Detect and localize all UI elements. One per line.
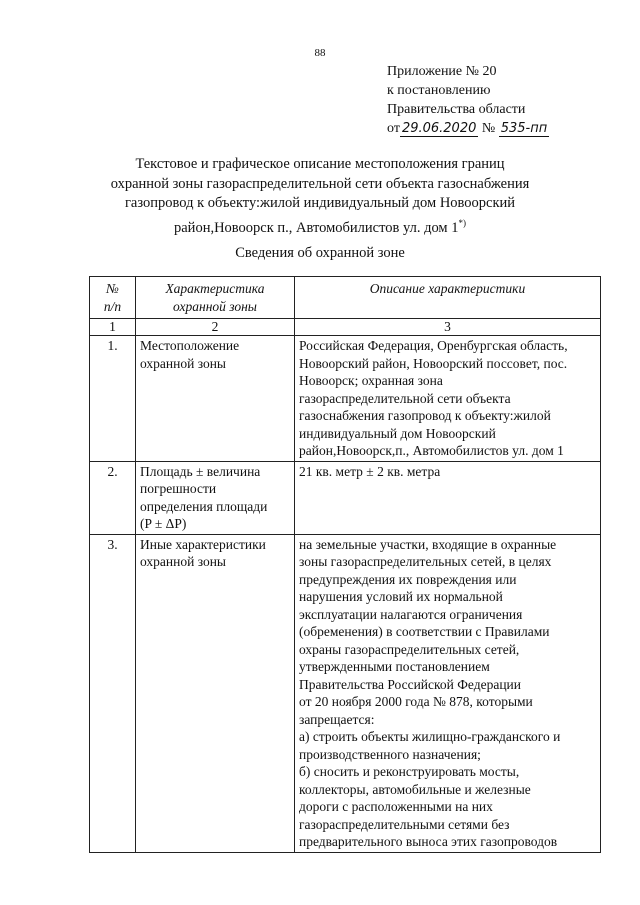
table-row	[90, 534, 601, 852]
header-line: Характеристика	[165, 281, 265, 296]
header-line: п/п	[103, 298, 122, 314]
title-line: охранной зоны газораспределительной сети объекта газоснабжения	[110, 175, 530, 192]
cell-line: погрешности	[140, 481, 217, 496]
protection-zone-table	[89, 276, 601, 853]
column-number: 2	[136, 319, 295, 336]
cell-line: от 20 ноября 2000 года № 878, которыми	[299, 694, 533, 709]
column-number-row	[90, 319, 601, 336]
cell-line: коллекторы, автомобильные и железные	[299, 781, 531, 797]
header-line: №	[106, 281, 119, 296]
table-row	[90, 461, 601, 534]
appendix-line: к постановлению	[387, 83, 491, 98]
cell-line: дороги с расположенными на них	[299, 799, 493, 814]
cell-line: охранной зоны	[140, 554, 227, 569]
row-description	[295, 336, 601, 462]
table-header-row	[90, 277, 601, 319]
appendix-line: Приложение № 20	[387, 64, 497, 79]
cell-line: газоснабжения газопровод к объекту:жилой	[299, 408, 551, 423]
header-characteristic	[136, 277, 295, 319]
title-line: газопровод к объекту:жилой индивидуальный дом Новоорский	[124, 195, 516, 211]
column-number: 3	[295, 319, 601, 336]
cell-line: Российская Федерация, Оренбургская область,	[299, 338, 568, 353]
cell-line: Новоорск; охранная зона	[299, 373, 443, 388]
column-number: 1	[90, 319, 136, 336]
cell-line: охраны газораспределительных сетей,	[299, 641, 520, 657]
row-number: 2.	[90, 461, 136, 534]
row-description	[295, 461, 601, 534]
from-label: от	[387, 121, 400, 136]
cell-line: предварительного выноса этих газопроводов	[299, 834, 558, 849]
appendix-block	[387, 62, 607, 138]
cell-line: определения площади	[140, 498, 268, 514]
footnote-mark: *)	[458, 217, 466, 228]
cell-line: на земельные участки, входящие в охранные	[299, 536, 557, 552]
cell-line: Площадь ± величина	[140, 463, 261, 479]
header-num	[90, 277, 136, 319]
cell-line: газораспределительной сети объекта	[299, 390, 511, 406]
cell-line: нарушения условий их нормальной	[299, 589, 503, 604]
cell-line: зоны газораспределительных сетей, в целях	[299, 554, 552, 569]
cell-line: Иные характеристики	[140, 536, 266, 552]
appendix-line: Правительства области	[387, 102, 526, 117]
cell-line: Местоположение	[140, 338, 240, 353]
cell-line: утвержденными постановлением	[299, 659, 490, 674]
table-row	[90, 336, 601, 462]
cell-line: (P ± ΔP)	[140, 516, 187, 531]
cell-line: эксплуатации налагаются ограничения	[299, 606, 523, 622]
handwritten-number: 535-пп	[500, 121, 548, 136]
row-characteristic	[136, 461, 295, 534]
number-label: №	[481, 121, 496, 136]
header-line: охранной зоны	[173, 298, 257, 314]
header-description: Описание характеристики	[295, 277, 601, 319]
title-line: Текстовое и графическое описание местоположения границ	[135, 156, 505, 172]
cell-line: (обременения) в соответствии с Правилами	[299, 624, 550, 639]
cell-line: район,Новоорск,п., Автомобилистов ул. дом 1	[299, 443, 564, 458]
cell-line: газораспределительными сетями без	[299, 816, 510, 832]
title-line	[100, 214, 540, 238]
row-characteristic	[136, 336, 295, 462]
row-number: 1.	[90, 336, 136, 462]
document-title	[100, 155, 540, 238]
cell-line: предупреждения их повреждения или	[299, 571, 517, 587]
row-characteristic	[136, 534, 295, 852]
appendix-date-number-line	[387, 119, 607, 138]
title-line-text: район,Новоорск п., Автомобилистов ул. дом 1	[174, 219, 459, 236]
section-subtitle: Сведения об охранной зоне	[235, 245, 405, 261]
handwritten-date: 29.06.2020	[401, 121, 477, 136]
cell-line: запрещается:	[299, 711, 375, 727]
cell-line: производственного назначения;	[299, 746, 481, 762]
cell-line: Правительства Российской Федерации	[299, 676, 521, 692]
cell-line: Новоорский район, Новоорский поссовет, пос.	[299, 355, 568, 371]
page-number: 88	[314, 47, 326, 59]
cell-line: охранной зоны	[140, 355, 227, 371]
cell-line: индивидуальный дом Новоорский	[299, 425, 496, 441]
cell-line: 21 кв. метр ± 2 кв. метра	[299, 463, 441, 479]
row-number: 3.	[90, 534, 136, 852]
row-description	[295, 534, 601, 852]
cell-line: а) строить объекты жилищно-гражданского и	[299, 729, 561, 744]
cell-line: б) сносить и реконструировать мосты,	[299, 764, 520, 779]
